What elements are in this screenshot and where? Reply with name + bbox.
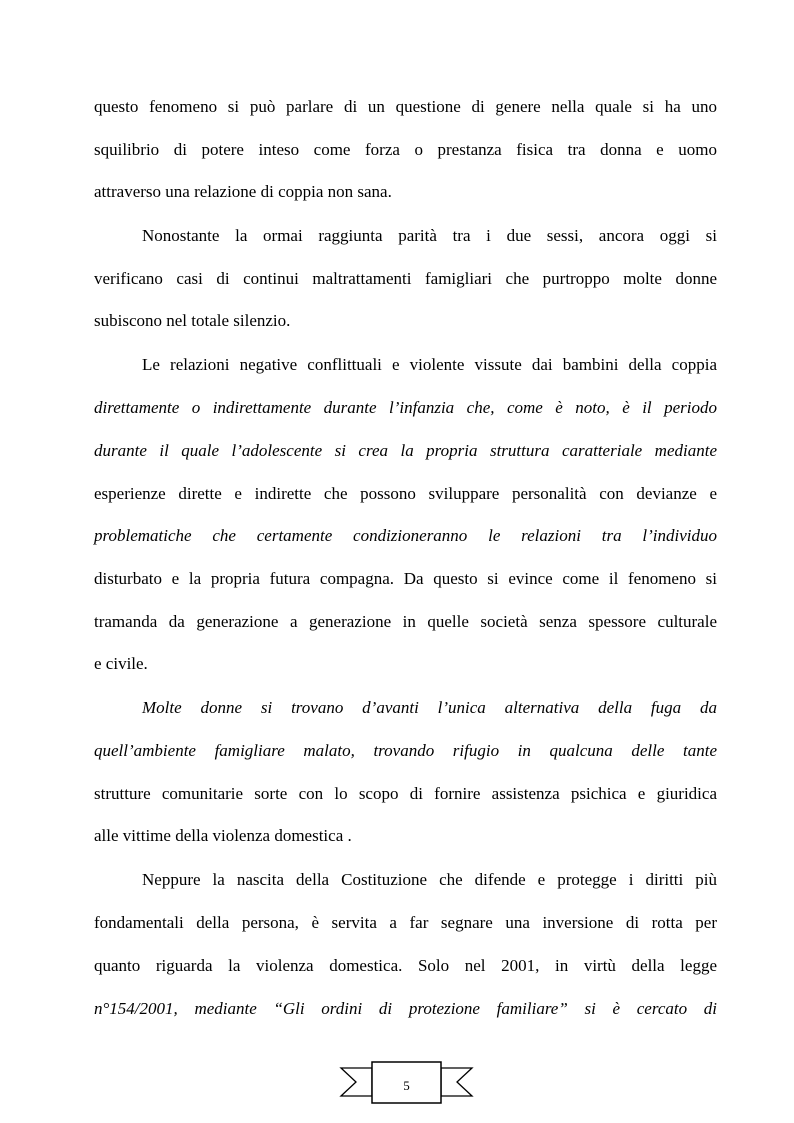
text-line: Nonostante la ormai raggiunta parità tra i due sessi, ancora oggi si [142,226,717,245]
text-line: Le relazioni negative conflittuali e violente vissute dai bambini della coppia [142,355,717,374]
page-footer [339,1058,474,1108]
text-line: attraverso una relazione di coppia non sana. [94,182,392,201]
text-line: tramanda da generazione a generazione in quelle società senza spessore culturale [94,612,717,631]
text-line: Molte donne si trovano d’avanti l’unica alternativa della fuga da [142,698,717,717]
text-line: n°154/2001, mediante “Gli ordini di protezione familiare” si è cercato di [94,999,717,1018]
page-number: 5 [403,1078,410,1093]
text-line: squilibrio di potere inteso come forza o prestanza fisica tra donna e uomo [94,140,717,159]
text-line: quell’ambiente famigliare malato, trovando rifugio in qualcuna delle tante [94,741,717,760]
text-line: verificano casi di continui maltrattamenti famigliari che purtroppo molte donne [94,269,717,288]
text-line: Neppure la nascita della Costituzione che difende e protegge i diritti più [142,870,717,889]
text-line: quanto riguarda la violenza domestica. Solo nel 2001, in virtù della legge [94,956,717,975]
text-line: disturbato e la propria futura compagna. Da questo si evince come il fenomeno si [94,569,717,588]
text-line: direttamente o indirettamente durante l’infanzia che, come è noto, è il periodo [94,398,717,417]
text-line: strutture comunitarie sorte con lo scopo di fornire assistenza psichica e giuridica [94,784,717,803]
text-line: problematiche che certamente condizioneranno le relazioni tra l’individuo [94,526,717,545]
text-line: subiscono nel totale silenzio. [94,311,291,330]
text-line: questo fenomeno si può parlare di un questione di genere nella quale si ha uno [94,97,717,116]
text-line: alle vittime della violenza domestica . [94,826,352,845]
text-line: e civile. [94,654,148,673]
text-line: esperienze dirette e indirette che possono sviluppare personalità con devianze e [94,484,717,503]
text-line: durante il quale l’adolescente si crea la propria struttura caratteriale mediante [94,441,717,460]
text-line: fondamentali della persona, è servita a far segnare una inversione di rotta per [94,913,717,932]
